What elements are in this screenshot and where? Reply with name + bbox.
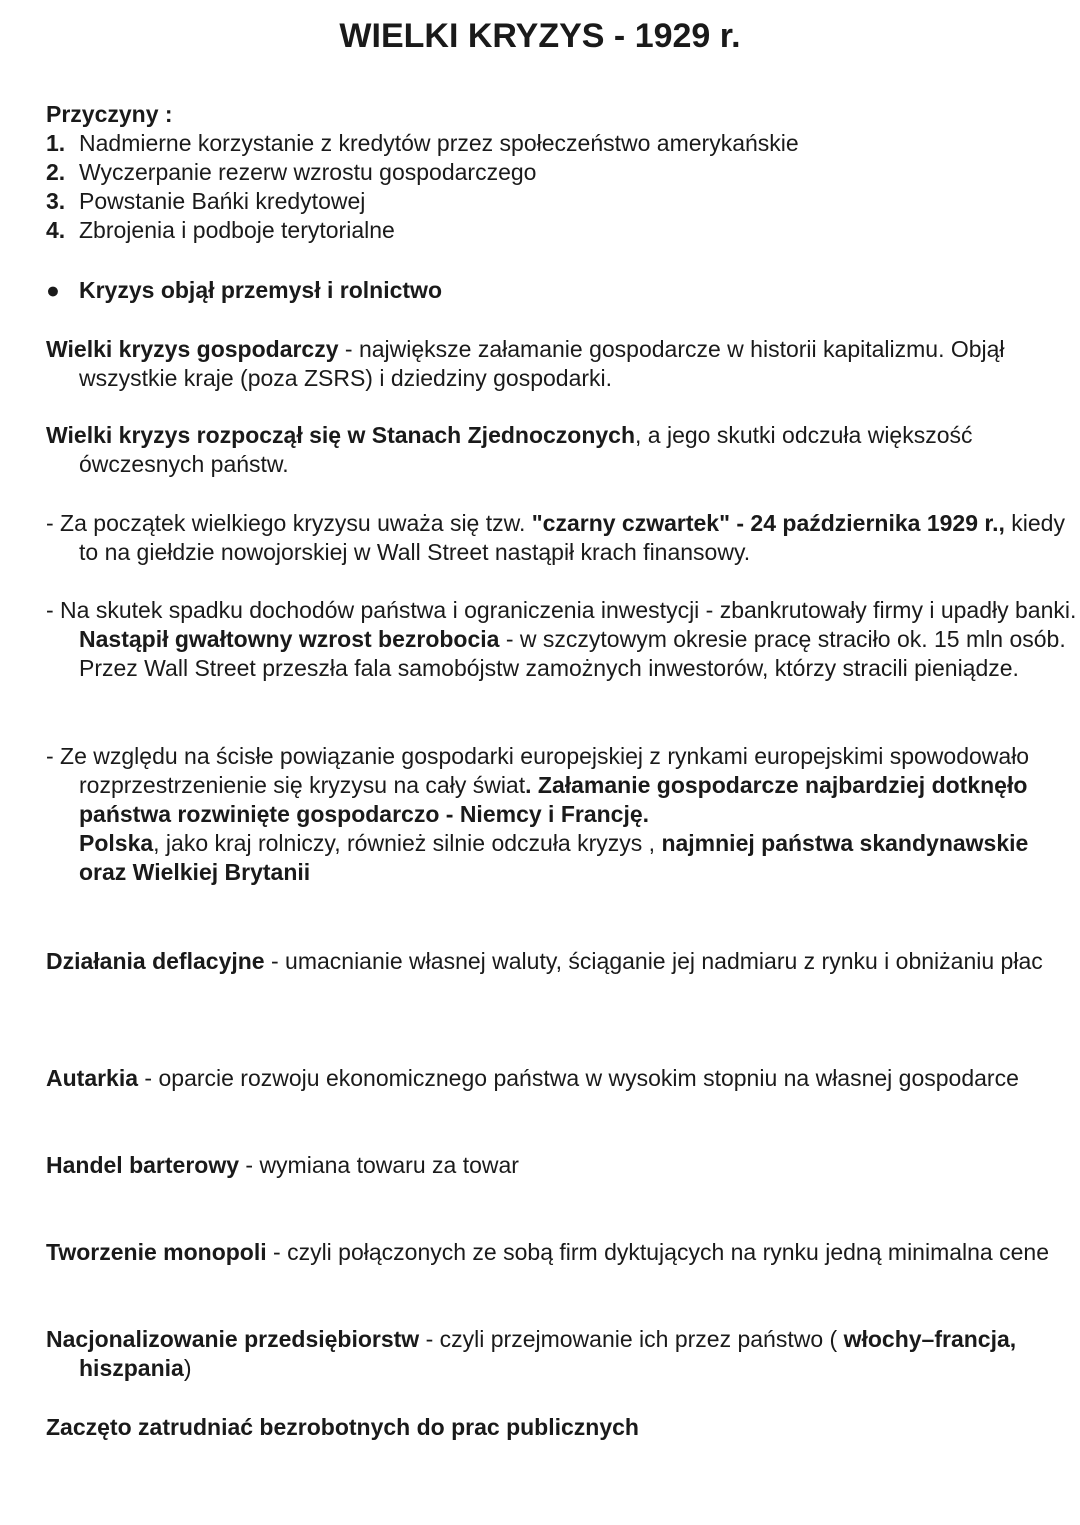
paragraph-text: - w szczytowym okresie pracę straciło ok. 15 mln osób. Przez Wall Street przeszła fala samobójstw zamożnych inwestorów, którzy stracili pieniądze. [79, 626, 1066, 681]
paragraph-europe-spread [46, 742, 1079, 887]
definition-nationalization [46, 1325, 1079, 1383]
definition-term: Handel barterowy [46, 1152, 239, 1178]
definition-origin-usa [46, 421, 1079, 479]
paragraph-bold-text: . Załamanie gospodarcze najbardziej dotknęło państwa rozwinięte gospodarczo - Niemcy i Francję. [79, 772, 1028, 827]
cause-item [46, 187, 1046, 216]
definition-term: Działania deflacyjne [46, 948, 265, 974]
definition-monopoly [46, 1238, 1079, 1267]
paragraph-bold-text: Nastąpił gwałtowny wzrost bezrobocia [79, 626, 500, 652]
bullet-icon: ● [46, 277, 60, 303]
cause-text: Powstanie Bańki kredytowej [79, 188, 366, 214]
definition-text: - największe załamanie gospodarcze w historii kapitalizmu. Objął wszystkie kraje (poza ZSRS) i dziedziny gospodarki. [79, 336, 1005, 391]
paragraph-text: , jako kraj rolniczy, również silnie odczuła kryzys , [153, 830, 662, 856]
paragraph-text: - Ze względu na ścisłe powiązanie gospodarki europejskiej z rynkami europejskimi spowodowało rozprzestrzenienie się kryzysu na cały świat [46, 743, 1030, 798]
definition-text: - umacnianie własnej waluty, ściąganie jej nadmiaru z rynku i obniżaniu płac [264, 948, 1043, 974]
definition-text: - wymiana towaru za towar [239, 1152, 519, 1178]
cause-item [46, 129, 1046, 158]
definition-term: Wielki kryzys gospodarczy [46, 336, 339, 362]
definition-text: - oparcie rozwoju ekonomicznego państwa w wysokim stopniu na własnej gospodarce [138, 1065, 1019, 1091]
definition-term: Autarkia [46, 1065, 139, 1091]
causes-heading: Przyczyny : [46, 101, 173, 127]
paragraph-bold-text: Polska [79, 830, 154, 856]
final-statement: Zaczęto zatrudniać bezrobotnych do prac publicznych [46, 1414, 639, 1440]
paragraph-bold-text: "czarny czwartek" - 24 października 1929 r., [531, 510, 1005, 536]
definition-deflation [46, 947, 1079, 976]
paragraph-black-thursday [46, 509, 1079, 567]
cause-text: Zbrojenia i podboje terytorialne [79, 217, 395, 243]
paragraph-text: kiedy to na giełdzie nowojorskiej w Wall Street nastąpił krach finansowy. [79, 510, 1065, 565]
definition-great-depression [46, 335, 1079, 393]
paragraph-text: - Za początek wielkiego kryzysu uważa się tzw. [46, 510, 532, 536]
paragraph-consequences [46, 596, 1079, 683]
definition-term: Tworzenie monopoli [46, 1239, 267, 1265]
causes-section [46, 100, 1046, 245]
paragraph-text: - Na skutek spadku dochodów państwa i ograniczenia inwestycji - zbankrutowały firmy i upadły banki. [46, 597, 1077, 623]
cause-text: Nadmierne korzystanie z kredytów przez społeczeństwo amerykańskie [79, 130, 799, 156]
definition-barter [46, 1151, 1079, 1180]
definition-text: ) [183, 1355, 192, 1381]
cause-number: 3. [46, 188, 66, 214]
bullet-text: Kryzys objął przemysł i rolnictwo [79, 277, 442, 303]
definition-text: - czyli przejmowanie ich przez państwo ( [419, 1326, 844, 1352]
cause-item [46, 216, 1046, 245]
cause-number: 4. [46, 217, 66, 243]
bullet-item [46, 276, 1046, 305]
definition-text: , a jego skutki odczuła większość ówczesnych państw. [79, 422, 973, 477]
definition-bold-text: włochy–francja, hiszpania [79, 1326, 1017, 1381]
cause-text: Wyczerpanie rezerw wzrostu gospodarczego [79, 159, 537, 185]
cause-number: 1. [46, 130, 66, 156]
definition-term: Wielki kryzys rozpoczął się w Stanach Zjednoczonych [46, 422, 636, 448]
definition-text: - czyli połączonych ze sobą firm dyktujących na rynku jedną minimalna cene [266, 1239, 1049, 1265]
page-title: WIELKI KRYZYS - 1929 r. [339, 17, 741, 55]
paragraph-bold-text: najmniej państwa skandynawskie oraz Wielkiej Brytanii [79, 830, 1029, 885]
cause-item [46, 158, 1046, 187]
definition-term: Nacjonalizowanie przedsiębiorstw [46, 1326, 420, 1352]
definition-autarky [46, 1064, 1079, 1093]
cause-number: 2. [46, 159, 66, 185]
